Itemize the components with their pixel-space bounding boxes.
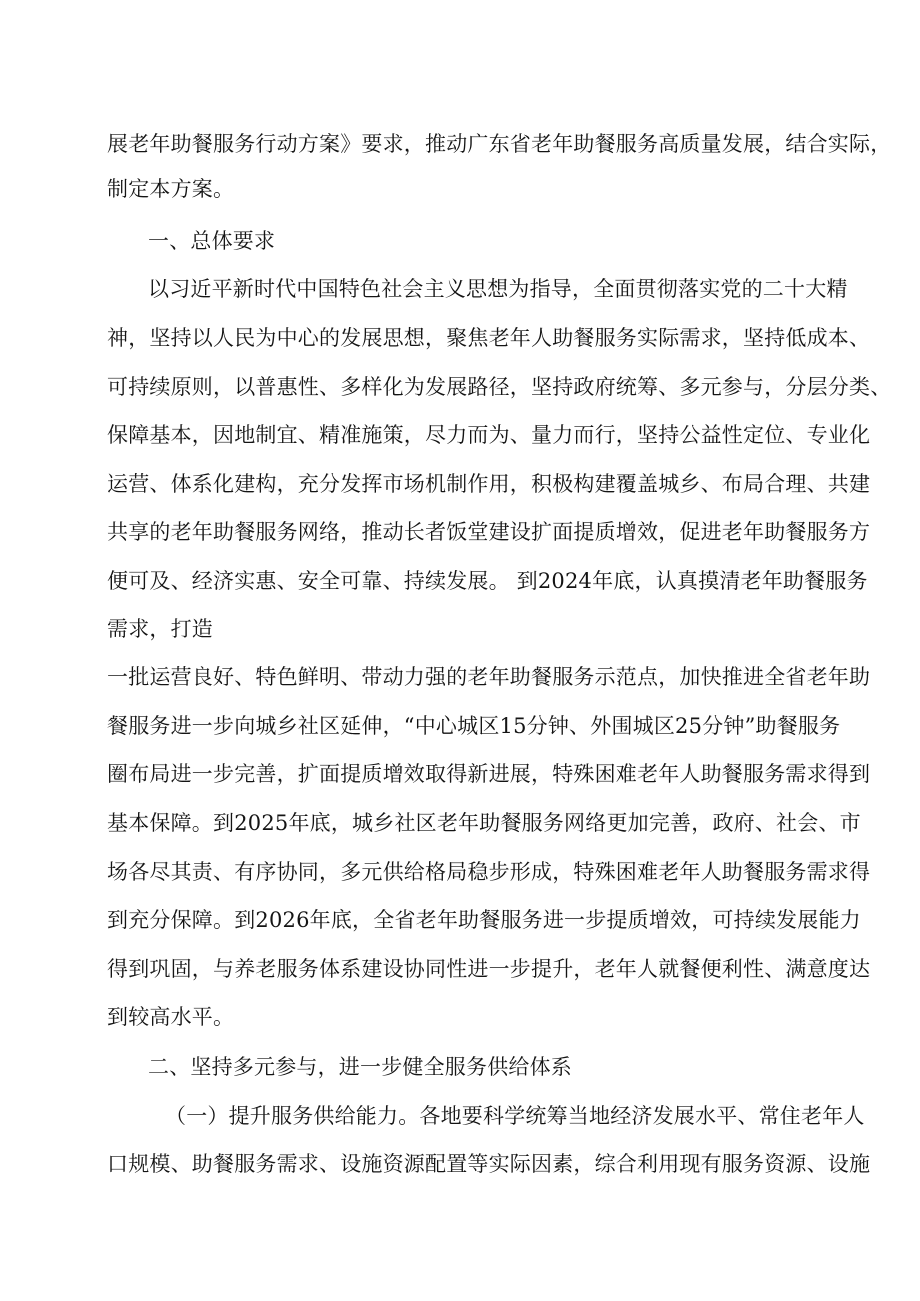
text-line: 保障基本，因地制宜、精准施策，尽力而为、量力而行，坚持公益性定位、专业化 xyxy=(107,423,871,447)
text-line: 可持续原则，以普惠性、多样化为发展路径，坚持政府统筹、多元参与，分层分类、 xyxy=(107,375,892,399)
text-line: 共享的老年助餐服务网络，推动长者饭堂建设扩面提质增效，促进老年助餐服务方 xyxy=(107,520,871,544)
text-line: 到充分保障。到2026年底，全省老年助餐服务进一步提质增效，可持续发展能力 xyxy=(107,908,861,932)
text-line: 基本保障。到2025年底，城乡社区老年助餐服务网络更加完善，政府、社会、市 xyxy=(107,811,861,835)
text-line: 场各尽其责、有序协同，多元供给格局稳步形成，特殊困难老年人助餐服务需求得 xyxy=(107,860,871,884)
text-line: 餐服务进一步向城乡社区延伸，“中心城区15分钟、外围城区25分钟”助餐服务 xyxy=(107,714,841,738)
text-line: 以习近平新时代中国特色社会主义思想为指导，全面贯彻落实党的二十大精 xyxy=(148,277,848,301)
text-line: 展老年助餐服务行动方案》要求，推动广东省老年助餐服务高质量发展，结合实际， xyxy=(107,132,892,156)
text-line: 神，坚持以人民为中心的发展思想，聚焦老年人助餐服务实际需求，坚持低成本、 xyxy=(107,326,871,350)
text-line: 需求，打造 xyxy=(107,617,213,641)
text-line: 圈布局进一步完善，扩面提质增效取得新进展，特殊困难老年人助餐服务需求得到 xyxy=(107,762,871,786)
section-heading: 二、坚持多元参与，进一步健全服务供给体系 xyxy=(148,1055,572,1079)
text-line: 口规模、助餐服务需求、设施资源配置等实际因素，综合利用现有服务资源、设施 xyxy=(107,1152,871,1176)
text-line: （一）提升服务供给能力。各地要科学统筹当地经济发展水平、常住老年人 xyxy=(165,1104,865,1128)
text-line: 制定本方案。 xyxy=(107,177,235,201)
section-heading: 一、总体要求 xyxy=(148,229,276,253)
text-line: 得到巩固，与养老服务体系建设协同性进一步提升，老年人就餐便利性、满意度达 xyxy=(107,957,871,981)
text-line: 便可及、经济实惠、安全可靠、持续发展。 到2024年底，认真摸清老年助餐服务 xyxy=(107,569,868,593)
text-line: 运营、体系化建构，充分发挥市场机制作用，积极构建覆盖城乡、布局合理、共建 xyxy=(107,472,871,496)
text-line: 一批运营良好、特色鲜明、带动力强的老年助餐服务示范点，加快推进全省老年助 xyxy=(107,665,871,689)
text-line: 到较高水平。 xyxy=(107,1005,235,1029)
